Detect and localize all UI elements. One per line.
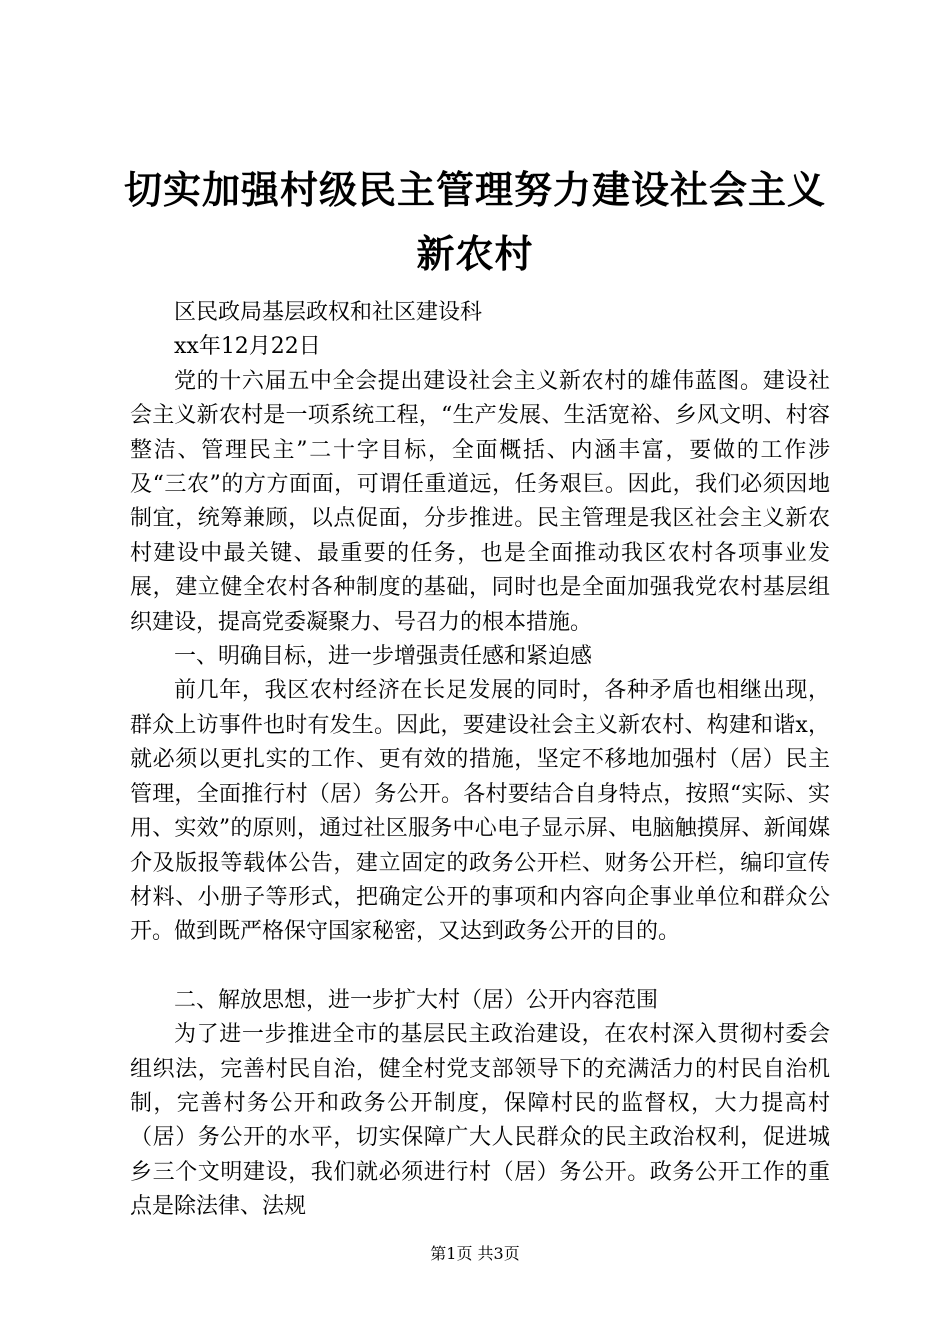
document-title: 切实加强村级民主管理努力建设社会主义新农村 (123, 168, 826, 276)
page-footer: 第1页 共3页 (430, 1244, 520, 1263)
paragraph-section-2: 为了进一步推进全市的基层民主政治建设，在农村深入贯彻村委会组织法，完善村民自治，健全村党支部领导下的充满活力的村民自治机制，完善村务公开和政务公开制度，保障村民的监督权，大力提高村（居）务公开的水平，切实保障广大人民群众的民主政治权利，促进城乡三个文明建设，我们就必须进行村（居）务公开。政务公开工作的重点是除法律、法规 (130, 1022, 830, 1220)
paragraph-intro: 党的十六届五中全会提出建设社会主义新农村的雄伟蓝图。建设社会主义新农村是一项系统工程，“生产发展、生活宽裕、乡风文明、村容整洁、管理民主”二十字目标，全面概括、内涵丰富，要做的工作涉及“三农”的方方面面，可谓任重道远，任务艰巨。因此，我们必须因地制宜，统筹兼顾，以点促面，分步推进。民主管理是我区社会主义新农村建设中最关键、最重要的任务，也是全面推动我区农村各项事业发展，建立健全农村各种制度的基础，同时也是全面加强我党农村基层组织建设，提高党委凝聚力、号召力的根本措施。 (130, 368, 830, 635)
author-line: 区民政局基层政权和社区建设科 (174, 300, 483, 325)
date-line: xx年12月22日 (174, 334, 321, 360)
paragraph-section-1: 前几年，我区农村经济在长足发展的同时，各种矛盾也相继出现，群众上访事件也时有发生。因此，要建设社会主义新农村、构建和谐x，就必须以更扎实的工作、更有效的措施，坚定不移地加强村（居）民主管理，全面推行村（居）务公开。各村要结合自身特点，按照“实际、实用、实效”的原则，通过社区服务中心电子显示屏、电脑触摸屏、新闻媒介及版报等载体公告，建立固定的政务公开栏、财务公开栏，编印宣传材料、小册子等形式，把确定公开的事项和内容向企事业单位和群众公开。做到既严格保守国家秘密，又达到政务公开的目的。 (130, 678, 830, 945)
document-body (130, 296, 830, 1225)
section-heading-2: 二、解放思想，进一步扩大村（居）公开内容范围 (174, 987, 659, 1013)
section-heading-1: 一、明确目标，进一步增强责任感和紧迫感 (174, 644, 593, 670)
